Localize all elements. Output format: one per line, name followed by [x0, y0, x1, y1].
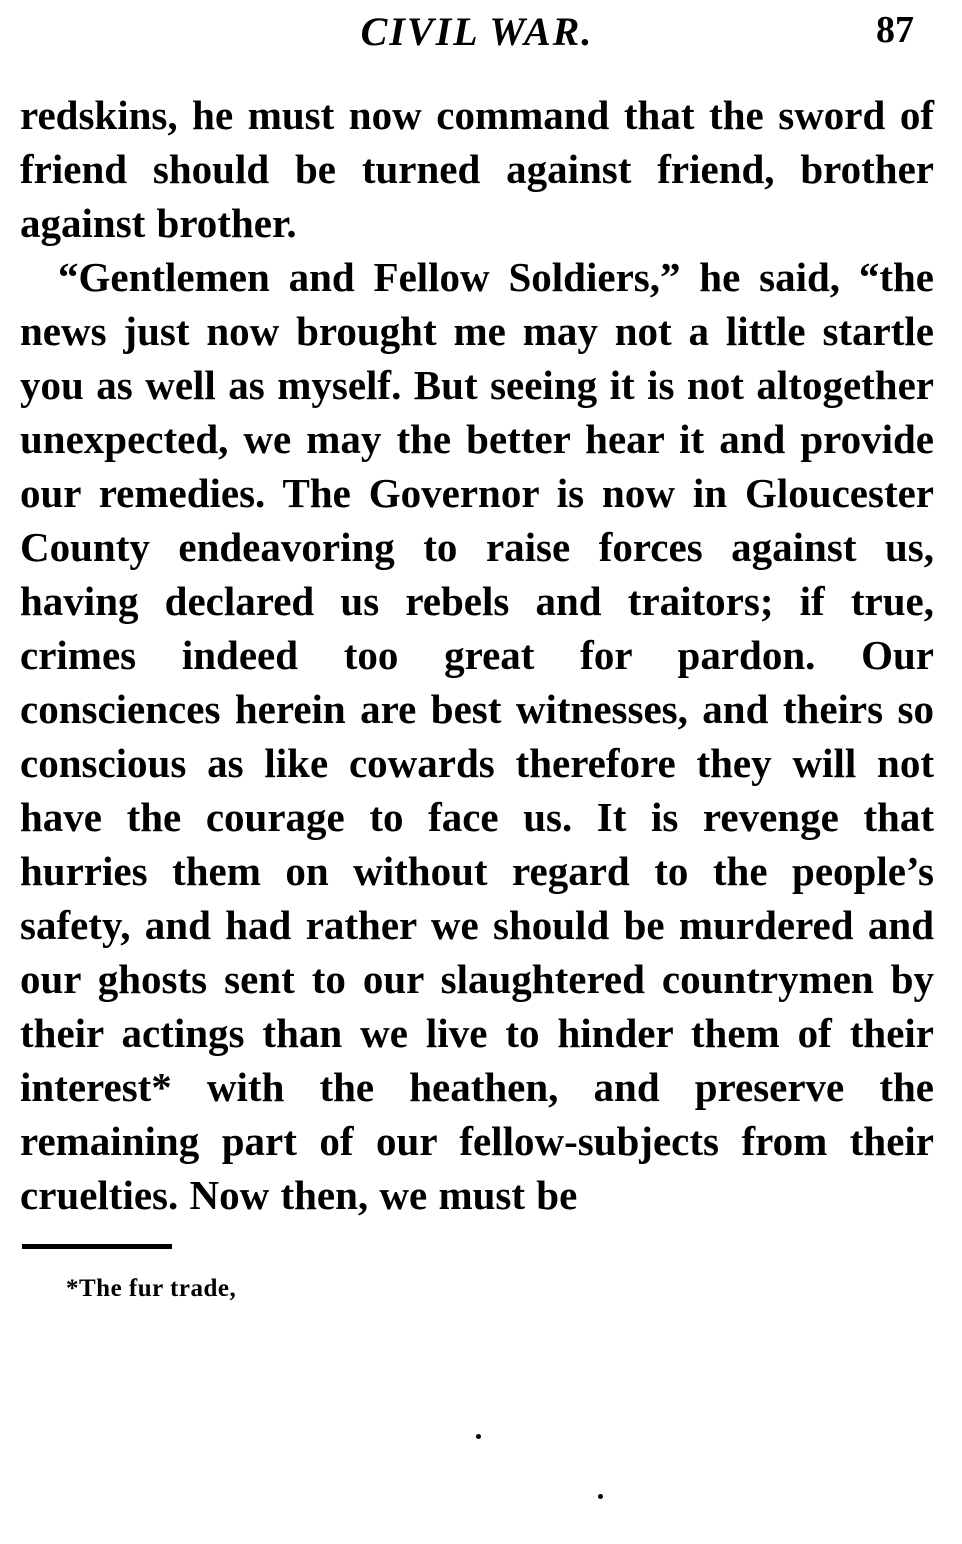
ink-speck: [598, 1494, 603, 1499]
body-text: [20, 88, 934, 1222]
page-title: CIVIL WAR.: [360, 9, 594, 54]
paragraph: “Gentlemen and Fellow Soldiers,” he said, “the news just now brought me may not a little startle you as well as myself. But seeing it is not altogether unexpected, we may the better hear it and provide our remedies. The Governor is now in Gloucester County endeavoring to raise forces against us, having declared us rebels and traitors; if true, crimes indeed too great for pardon. Our consciences herein are best witnesses, and theirs so conscious as like cowards therefore they will not have the courage to face us. It is revenge that hurries them on without regard to the people’s safety, and had rather we should be murdered and our ghosts sent to our slaughtered countrymen by their actings than we live to hinder them of their interest* with the heathen, and preserve the remaining part of our fellow-subjects from their cruelties. Now then, we must be: [20, 254, 934, 1218]
paragraph: redskins, he must now command that the sword of friend should be turned against friend, brother against brother.: [20, 92, 934, 246]
running-head: [20, 0, 934, 70]
page-number: 87: [876, 9, 914, 51]
ink-speck: [476, 1434, 481, 1439]
footnote-divider: [22, 1244, 172, 1249]
footnote: *The fur trade,: [66, 1275, 237, 1302]
